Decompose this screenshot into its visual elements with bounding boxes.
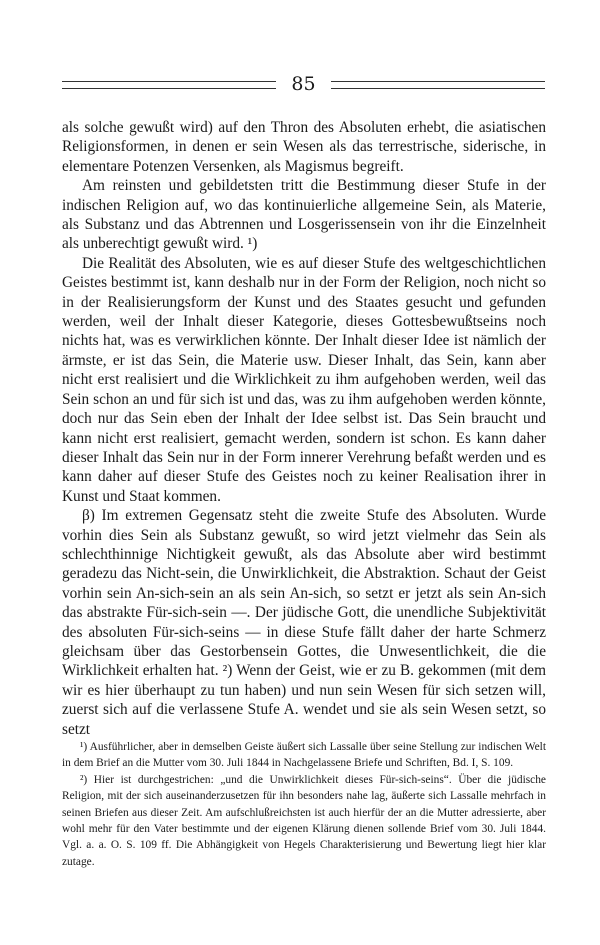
paragraph-2: Am reinsten und gebildetsten tritt die Bestimmung dieser Stufe in der indischen Religion auf, wo das kontinuierliche allgemeine Sein, als Materie, als Substanz und das Abtrennen und Losgerissensein von ihr die Einzelnheit als unberechtigt gewußt wird. ¹) (62, 177, 546, 253)
header-rule-right (331, 81, 545, 89)
footnote-1: ¹) Ausführlicher, aber in demselben Geiste äußert sich Lassalle über seine Stellung zur indischen Welt in dem Brief an die Mutter vom 30. Juli 1844 in Nachgelassene Briefe und Schriften, Bd. I, S. 109. (62, 741, 546, 770)
footnotes (62, 739, 546, 870)
page-number: 85 (291, 73, 316, 95)
main-text (62, 118, 546, 739)
paragraph-3: Die Realität des Absoluten, wie es auf dieser Stufe des weltgeschichtlichen Geistes bestimmt ist, kann deshalb nur in der Form der Religion, noch nicht so in der Realisierungsform der Kunst und des Staates gesucht und gefunden werden, weil der Inhalt dieser Kategorie, dieses Gottesbewußtseins noch nichts hat, was es verwirklichen könnte. Der Inhalt dieser Idee ist nämlich der ärmste, er ist das Sein, die Materie usw. Dieser Inhalt, das Sein, kann aber nicht erst realisiert und die Wirklichkeit zu ihm aufgehoben werden, weil das Sein schon an und für sich ist und das, was zu ihm aufgehoben werden könnte, doch nur das Sein eben der Inhalt der Idee selbst ist. Das Sein braucht und kann nicht erst realisiert, gemacht werden, sondern ist schon. Es kann daher dieser Inhalt das Sein nur in der Form innerer Verehrung befaßt werden und es kann daher auf dieser Stufe des Geistes noch zu keiner Realisation ihrer in Kunst und Staat kommen. (62, 254, 546, 505)
paragraph-4: β) Im extremen Gegensatz steht die zweite Stufe des Absoluten. Wurde vorhin dies Sein als Substanz gewußt, so wird jetzt vielmehr das Sein als schlechthinnige Nichtigkeit gewußt, als das Absolute aber wird bestimmt geradezu das Nicht-sein, die Unwirklichkeit, die Abstraktion. Schaut der Geist vorhin sein An-sich-sein an als sein An-sich, so setzt er jetzt als sein An-sich das abstrakte Für-sich-sein —. Der jüdische Gott, die unendliche Subjektivität des absoluten Für-sich-seins — in diese Stufe fällt daher der harte Schmerz gleichsam über das Gestorbensein Gottes, die Unwesentlichkeit, die die Wirklichkeit erhalten hat. ²) Wenn der Geist, wie er zu B. gekommen (mit dem wir es hier überhaupt zu tun haben) und nun sein Wesen für sich setzen will, zuerst sich auf die verlassene Stufe A. wendet und sie als sein Wesen setzt, so setzt (62, 507, 546, 738)
footnote-2: ²) Hier ist durchgestrichen: „und die Unwirklichkeit dieses Für-sich-seins“. Über die jüdische Religion, mit der sich auseinanderzusetzen für ihn besonders nahe lag, äußerte sich Lassalle mehrfach in seinen Briefen aus dieser Zeit. Am aufschlußreichsten ist auch hierfür der an die Mutter adressierte, aber wohl mehr für den Vater bestimmte und der eigenen Klärung dienen sollende Brief vom 30. Juli 1844. Vgl. a. a. O. S. 109 ff. Die Abhängigkeit von Hegels Charakterisierung und Bewertung liegt hier klar zutage. (62, 773, 546, 868)
page-header (62, 72, 545, 98)
paragraph-1: als solche gewußt wird) auf den Thron des Absoluten erhebt, die asiatischen Religionsformen, in denen er sein Wesen als das terrestrische, siderische, in elementare Potenzen Versenken, als Magismus begreift. (62, 119, 546, 175)
